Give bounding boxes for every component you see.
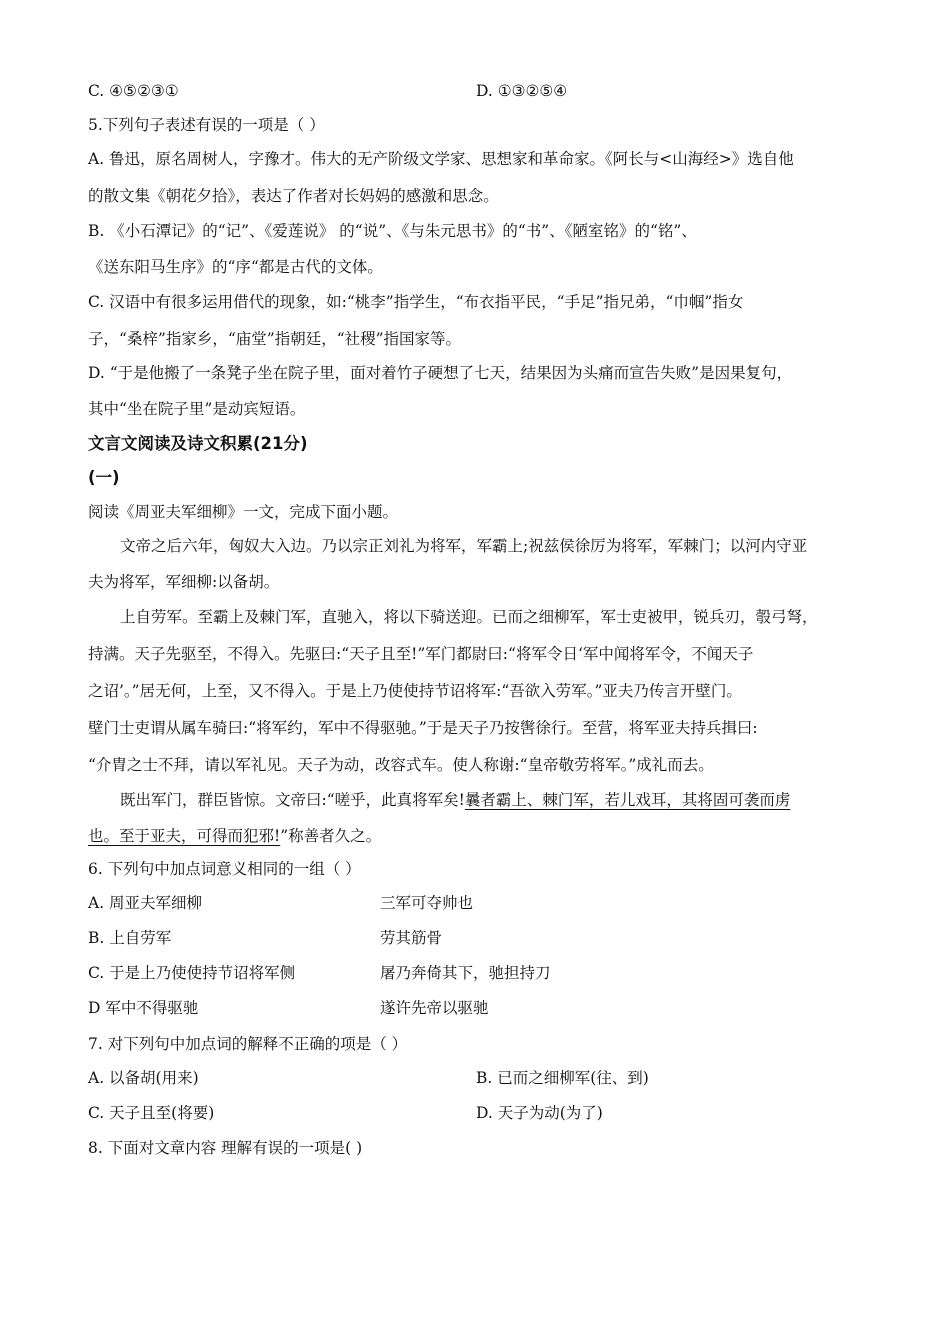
passage-p2-line5: “介胄之士不拜，请以军礼见。天子为动，改容式车。使人称谢:“皇帝敬劳将军。”成礼而去。 [88, 756, 714, 774]
passage-p1-line1: 文帝之后六年，匈奴大入边。乃以宗正刘礼为将军，军霸上;祝兹侯徐厉为将军，军棘门；以河内守亚 [120, 537, 808, 555]
q6-option-d-right: 遂许先帝以驱驰 [380, 999, 489, 1017]
passage-p3-line2-underlined: 也。至于亚夫，可得而犯邪! [88, 827, 281, 845]
q5-option-a-line1: A. 鲁迅，原名周树人，字豫才。伟大的无产阶级文学家、思想家和革命家。《阿长与<山海经>》选自他 [88, 150, 794, 168]
q7-option-c: C. 天子且至(将要) [88, 1104, 215, 1122]
q5-option-c-line2: 子，“桑梓”指家乡，“庙堂”指朝廷，“社稷”指国家等。 [88, 330, 462, 348]
section-subtitle: (一) [88, 468, 120, 487]
q5-option-b-line2: 《送东阳马生序》的“序“都是古代的文体。 [88, 258, 383, 276]
passage-p3-line1-underlined: 曩者霸上、棘门军，若儿戏耳，其将固可袭而虏 [464, 791, 791, 809]
q6-option-a-right: 三军可夺帅也 [380, 894, 474, 912]
section-title: 文言文阅读及诗文积累(21分) [88, 434, 308, 453]
passage-p3-line1 [120, 789, 790, 811]
passage-p1-line2: 夫为将军，军细柳:以备胡。 [88, 573, 280, 591]
q7-option-b: B. 已而之细柳军(往、到) [476, 1069, 649, 1087]
reading-intro: 阅读《周亚夫军细柳》一文，完成下面小题。 [88, 503, 399, 521]
passage-p3-line1-plain: 既出军门，群臣皆惊。文帝曰:“嗟乎，此真将军矣! [120, 791, 465, 809]
q6-option-b-left: B. 上自劳军 [88, 929, 172, 947]
q6-option-b-right: 劳其筋骨 [380, 929, 443, 947]
q7-stem: 7. 对下列句中加点词的解释不正确的项是（ ） [88, 1035, 408, 1053]
q4-option-d: D. ①③②⑤④ [476, 82, 568, 100]
q5-stem: 5.下列句子表述有误的一项是（ ） [88, 116, 325, 134]
q6-option-a-left: A. 周亚夫军细柳 [88, 894, 203, 912]
q6-stem: 6. 下列句中加点词意义相同的一组（ ） [88, 860, 361, 878]
q5-option-b-line1: B. 《小石潭记》的“记”、《爱莲说》 的“说”、《与朱元思书》的“书”、《陋室铭》的“铭”、 [88, 222, 697, 240]
q8-stem: 8. 下面对文章内容 理解有误的一项是( ) [88, 1139, 363, 1157]
passage-p2-line2: 持满。天子先驱至，不得入。先驱曰:“天子且至!”军门都尉曰:“将军令日‘军中闻将军令，不闻天子 [88, 645, 754, 663]
passage-p2-line1: 上自劳军。至霸上及棘门军，直驰入，将以下骑送迎。已而之细柳军，军士吏被甲，锐兵刃，彀弓弩， [120, 608, 818, 626]
q6-option-c-left: C. 于是上乃使使持节诏将军侧 [88, 964, 296, 982]
passage-p2-line3: 之诏’。”居无何，上至，又不得入。于是上乃使使持节诏将军:“吾欲入劳军。”亚夫乃传言开壁门。 [88, 682, 742, 700]
q7-option-d: D. 天子为动(为了) [476, 1104, 603, 1122]
q6-option-c-right: 屠乃奔倚其下，驰担持刀 [380, 964, 551, 982]
passage-p3-line2 [88, 825, 381, 847]
q5-option-a-line2: 的散文集《朝花夕拾》，表达了作者对长妈妈的感激和思念。 [88, 187, 499, 205]
q5-option-c-line1: C. 汉语中有很多运用借代的现象，如:“桃李”指学生，“布衣指平民，“手足”指兄弟，“巾帼”指女 [88, 293, 744, 311]
passage-p2-line4: 壁门士吏谓从属车骑曰:“将军约，军中不得驱驰。”于是天子乃按辔徐行。至营，将军亚夫持兵揖曰: [88, 719, 758, 737]
q5-option-d-line1: D. “于是他搬了一条凳子坐在院子里，面对着竹子硬想了七天，结果因为头痛而宣告失败”是因果复句， [88, 364, 793, 382]
q7-option-a: A. 以备胡(用来) [88, 1069, 199, 1087]
q4-option-c: C. ④⑤②③① [88, 82, 179, 100]
q6-option-d-left: D 军中不得驱驰 [88, 999, 199, 1017]
q5-option-d-line2: 其中“坐在院子里”是动宾短语。 [88, 400, 306, 418]
passage-p3-line2-plain: ”称善者久之。 [280, 827, 382, 845]
